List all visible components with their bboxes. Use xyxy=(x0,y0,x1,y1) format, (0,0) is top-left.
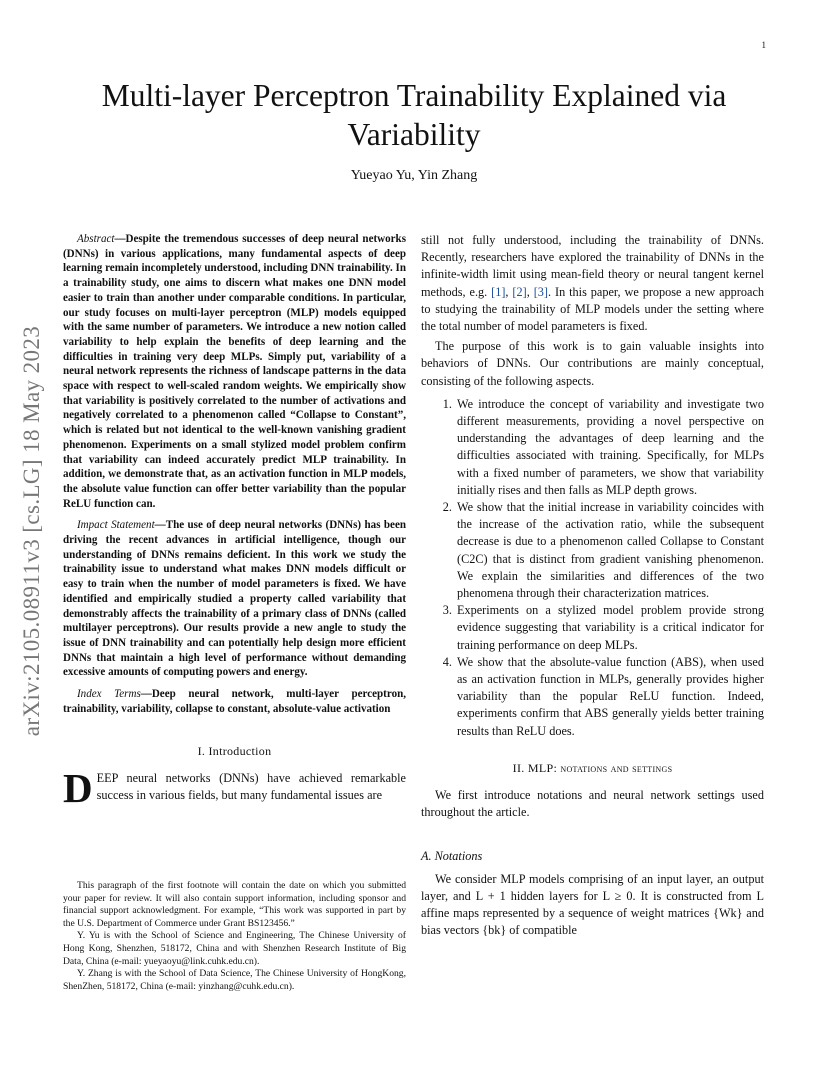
impact-statement xyxy=(63,518,406,680)
section-heading-mlp: II. MLP: notations and settings xyxy=(512,760,673,775)
body-paragraph: We first introduce notations and neural network settings used throughout the article. xyxy=(421,788,764,820)
list-item: 2. We show that the initial increase in variability coincides with the increase of the activation ratio, while the subsequent decrease is due to a phenomenon called Collapse to Constant (C2C) that is distinct from gradient vanishing phenomenon. We explain the similarities and differences of the two phenomena through their characterization matrices. xyxy=(455,499,764,602)
left-column xyxy=(63,232,406,811)
impact-text: —The use of deep neural networks (DNNs) has been driving the recent advances in artificial intelligence, though our understanding of DNNs remains deficient. In this work we study the trainability issue to understand what makes DNN models difficult or easy to train when the number of model parameters is fixed. We have identified and empirically studied a property called variability that demonstrably affects the trainability of a primary class of DNNs (called multilayer perceptrons). Our results provide a new angle to study the issue of DNN trainability and can potentially help design more efficient DNNs that maintain a high level of performance without demanding excessive amounts of computing powers and energy. xyxy=(63,519,406,679)
citation-link[interactable]: [2] xyxy=(512,284,527,299)
citation-separator: , xyxy=(526,284,534,299)
list-item: 4. We show that the absolute-value function (ABS), when used as an activation function in MLPs, generally provides higher variability than the popular ReLU function. Indeed, experiments confirm that ABS generally yields better training results than ReLU does. xyxy=(455,654,764,740)
page-number: 1 xyxy=(761,40,766,50)
list-item: 3. Experiments on a stylized model problem provide strong evidence suggesting that variability is a critical indicator for training performance on deep MLPs. xyxy=(455,602,764,654)
body-text: . In this paper, we propose a new approach to studying the trainability of MLP models under the setting where the total number of model parameters is fixed. xyxy=(421,284,765,334)
right-column xyxy=(421,232,764,940)
body-paragraph: We consider MLP models comprising of an input layer, an output layer, and L + 1 hidden layers for L ≥ 0. It is constructed from L affine maps represented by a sequence of weight matrices {Wk} and bias vectors {bk} of compatible xyxy=(421,871,764,938)
citation-separator: , xyxy=(505,284,513,299)
contributions-list xyxy=(421,396,764,740)
introduction-text: EEP neural networks (DNNs) have achieved remarkable success in various fields, but many fundamental issues are xyxy=(96,770,406,802)
arxiv-sidebar-stamp xyxy=(12,296,52,766)
abstract xyxy=(63,232,406,511)
impact-lead: Impact Statement xyxy=(77,519,155,532)
body-paragraph xyxy=(421,232,764,335)
body-paragraph: The purpose of this work is to gain valuable insights into behaviors of DNNs. Our contributions are mainly conceptual, consisting of the following aspects. xyxy=(421,339,764,388)
footnotes xyxy=(63,880,406,993)
index-terms-text: —Deep neural network, multi-layer perceptron, trainability, variability, collapse to constant, absolute-value activation xyxy=(63,688,406,715)
paper-authors: Yueyao Yu, Yin Zhang xyxy=(350,168,478,183)
list-item: 1. We introduce the concept of variability and investigate two different measurements, providing a novel perspective on understanding the advantages of deep learning and the difficulties associated with training. Specifically, for MLPs with a fixed number of parameters, we show that variability initially rises and then falls as MLP depth grows. xyxy=(455,396,764,499)
index-terms xyxy=(63,687,406,716)
arxiv-id: arXiv:2105.08911v3 [cs.LG] 18 May 2023 xyxy=(19,325,44,737)
citation-link[interactable]: [1] xyxy=(491,284,506,299)
subsection-heading: A. Notations xyxy=(421,848,483,863)
drop-cap: D xyxy=(63,764,93,811)
footnote: Y. Yu is with the School of Science and Engineering, The Chinese University of Hong Kong, Shenzhen, 518172, China and with Shenzhen Research Institute of Big Data, China (e-mail: yueyaoyu@link.cuhk.edu.cn). xyxy=(63,930,406,967)
citation-link[interactable]: [3] xyxy=(533,284,549,299)
introduction-paragraph xyxy=(63,764,406,811)
footnote: Y. Zhang is with the School of Data Science, The Chinese University of HongKong, ShenZhen, 518172, China (e-mail: yinzhang@cuhk.edu.cn). xyxy=(63,968,406,992)
paper-title: Multi-layer Perceptron Trainability Explained via Variability xyxy=(101,78,727,152)
footnote: This paragraph of the first footnote will contain the date on which you submitted your paper for review. It will also contain support information, including sponsor and financial support acknowledgment. For example, “This work was supported in part by the U.S. Department of Commerce under Grant BS123456.” xyxy=(63,880,406,929)
section-heading-introduction: I. Introduction xyxy=(197,743,272,758)
abstract-lead: Abstract xyxy=(77,233,115,245)
index-terms-lead: Index Terms xyxy=(77,688,141,701)
abstract-text: —Despite the tremendous successes of deep neural networks (DNNs) in various applications, many fundamental aspects of deep learning remain incompletely understood, including DNN trainability. In a trainability study, one aims to discern what makes one DNN model easier to train than another under comparable conditions. In particular, our study focuses on multi-layer perceptron (MLP) models equipped with the same number of parameters. We introduce a new notion called variability to help explain the benefits of deep learning and the difficulties in training very deep MLPs. Simply put, variability of a neural network represents the richness of landscape patterns in the data space with respect to well-scaled random weights. We empirically show that variability is positively correlated to the number of activations and negatively correlated to a phenomenon called “Collapse to Constant”, which is related but not identical to the well-known vanishing gradient phenomenon. Experiments on a small stylized model problem confirm that variability can indeed accurately predict MLP trainability. In addition, we demonstrate that, as an activation function in MLP models, the absolute value function can offer better variability than the popular ReLU function can. xyxy=(63,233,406,510)
body-text: still not fully understood, including the trainability of DNNs. Recently, researchers have explored the trainability of DNNs in the infinite-width limit using mean-field theory or neural tangent kernel methods, e.g. xyxy=(421,233,764,299)
